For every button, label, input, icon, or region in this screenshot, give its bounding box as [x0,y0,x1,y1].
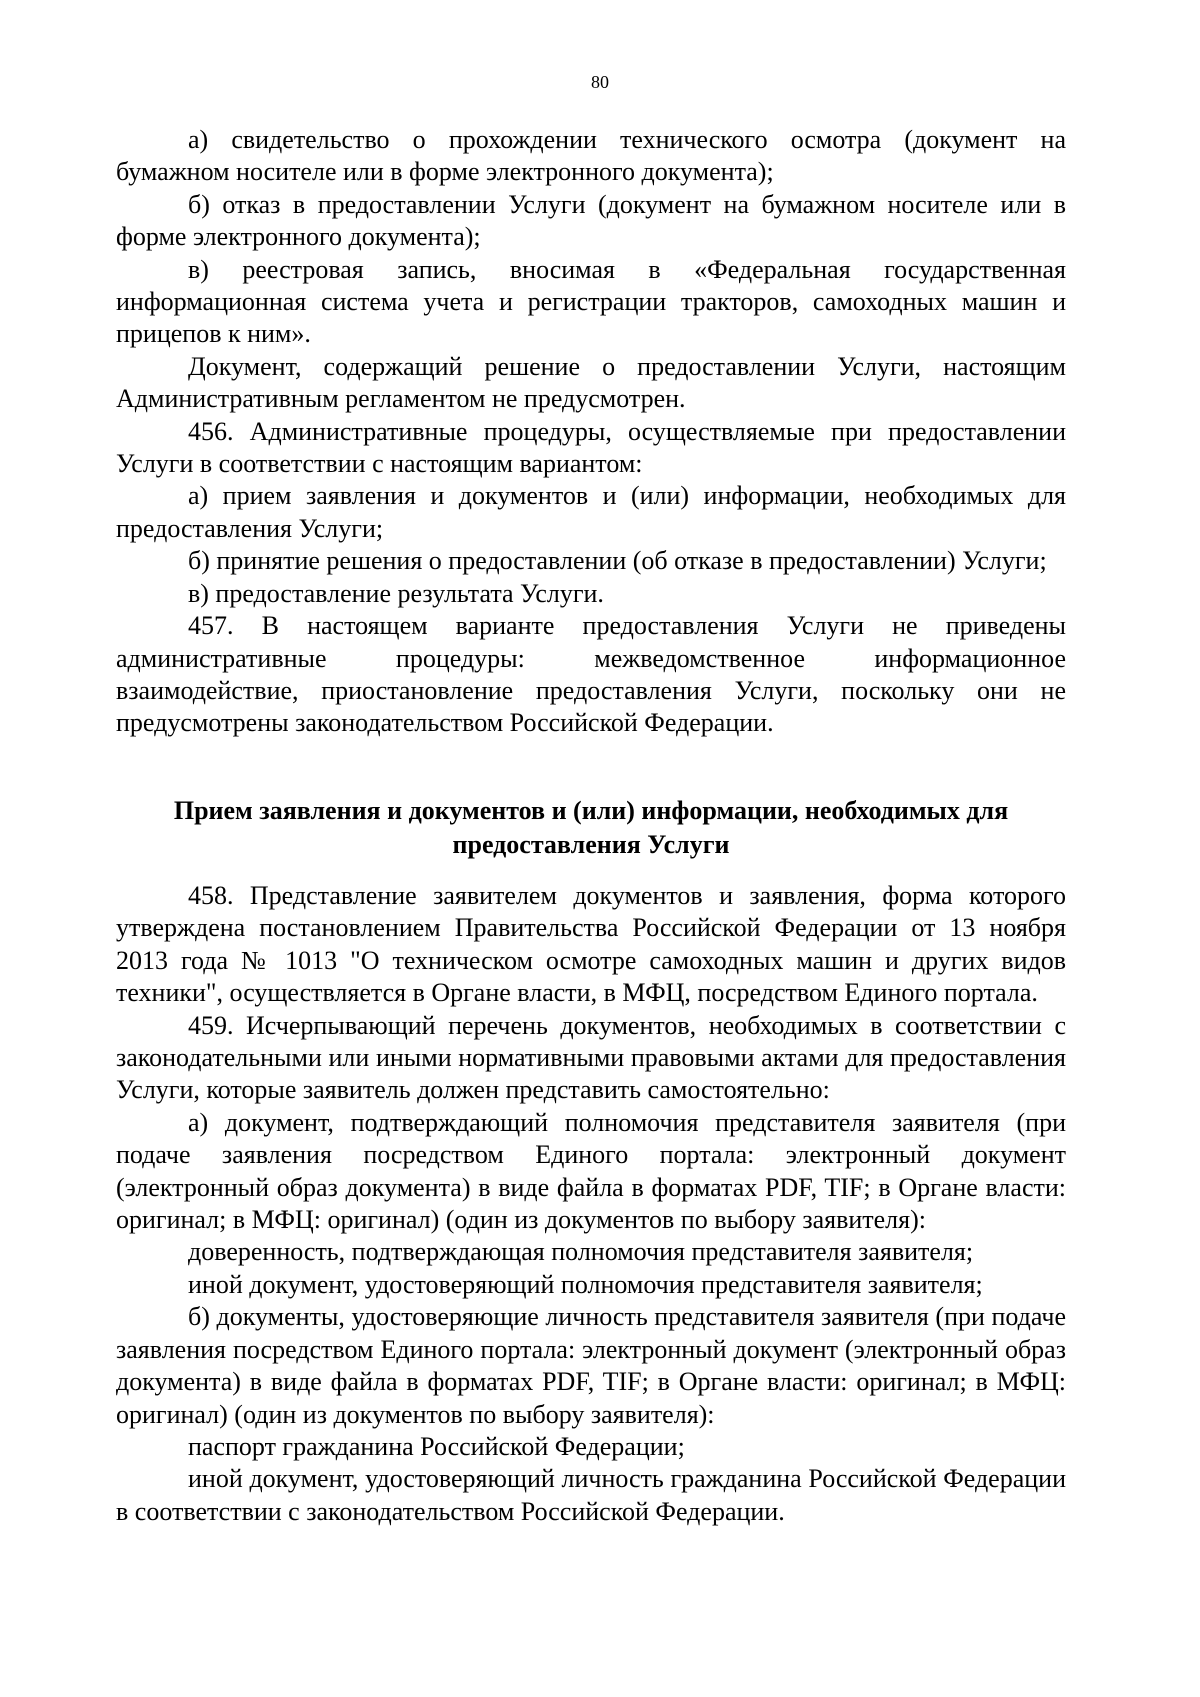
bottom-text-block [116,880,1066,1528]
paragraph-456-item-a: а) прием заявления и документов и (или) информации, необходимых для предоставления Услуги; [116,481,1066,543]
paragraph-458: 458. Представление заявителем документов и заявления, форма которого утверждена постановлением Правительства Российской Федерации от 13 ноября 2013 года № 1013 "О техническом осмотре самоходных машин и других видов техники", осуществляется в Органе власти, в МФЦ, посредством Единого портала. [116,881,1066,1008]
paragraph-decision-note: Документ, содержащий решение о предоставлении Услуги, настоящим Административным регламентом не предусмотрен. [116,351,1066,414]
section-heading-line-2: предоставления Услуги [452,830,730,859]
paragraph-456-item-v: в) предоставление результата Услуги. [188,578,604,608]
paragraph-456: 456. Административные процедуры, осуществляемые при предоставлении Услуги в соответствии с настоящим вариантом: [116,416,1066,479]
paragraph-item-a-result: а) свидетельство о прохождении технического осмотра (документ на бумажном носителе или в форме электронного документа); [116,125,1066,187]
page-number: 80 [591,72,609,92]
paragraph-459: 459. Исчерпывающий перечень документов, необходимых в соответствии с законодательными или иными нормативными правовыми актами для предоставления Услуги, которые заявитель должен представить самостоятельно: [116,1010,1066,1105]
paragraph-other-identity-document: иной документ, удостоверяющий личность гражданина Российской Федерации в соответствии с законодательством Российской Федерации. [116,1464,1066,1526]
paragraph-456-item-b: б) принятие решения о предоставлении (об отказе в предоставлении) Услуги; [188,546,1047,576]
section-heading [116,794,1066,862]
paragraph-457: 457. В настоящем варианте предоставления Услуги не приведены административные процедуры: межведомственное информационное взаимодействие, приостановление предоставления Услуги, поскольку они не предусмотрены законодательством Российской Федерации. [116,611,1066,738]
paragraph-power-of-attorney: доверенность, подтверждающая полномочия представителя заявителя; [188,1237,974,1267]
paragraph-item-b-result: б) отказ в предоставлении Услуги (документ на бумажном носителе или в форме электронного документа); [116,189,1066,252]
paragraph-459-item-b: б) документы, удостоверяющие личность представителя заявителя (при подаче заявления посредством Единого портала: электронный документ (электронный образ документа) в виде файла в форматах PDF, TIF; в Органе власти: оригинал; в МФЦ: оригинал) (один из документов по выбору заявителя): [116,1302,1066,1429]
section-heading-line-1: Прием заявления и документов и (или) информации, необходимых для [173,796,1009,825]
top-text-block [116,124,1066,740]
paragraph-other-authority-document: иной документ, удостоверяющий полномочия представителя заявителя; [188,1269,983,1299]
paragraph-459-item-a: а) документ, подтверждающий полномочия представителя заявителя (при подаче заявления посредством Единого портала: электронный документ (электронный образ документа) в виде файла в форматах PDF, TIF; в Органе власти: оригинал; в МФЦ: оригинал) (один из документов по выбору заявителя): [116,1107,1066,1235]
paragraph-item-v-result: в) реестровая запись, вносимая в «Федеральная государственная информационная система учета и регистрации тракторов, самоходных машин и прицепов к ним». [116,254,1066,349]
paragraph-passport: паспорт гражданина Российской Федерации; [188,1431,685,1461]
